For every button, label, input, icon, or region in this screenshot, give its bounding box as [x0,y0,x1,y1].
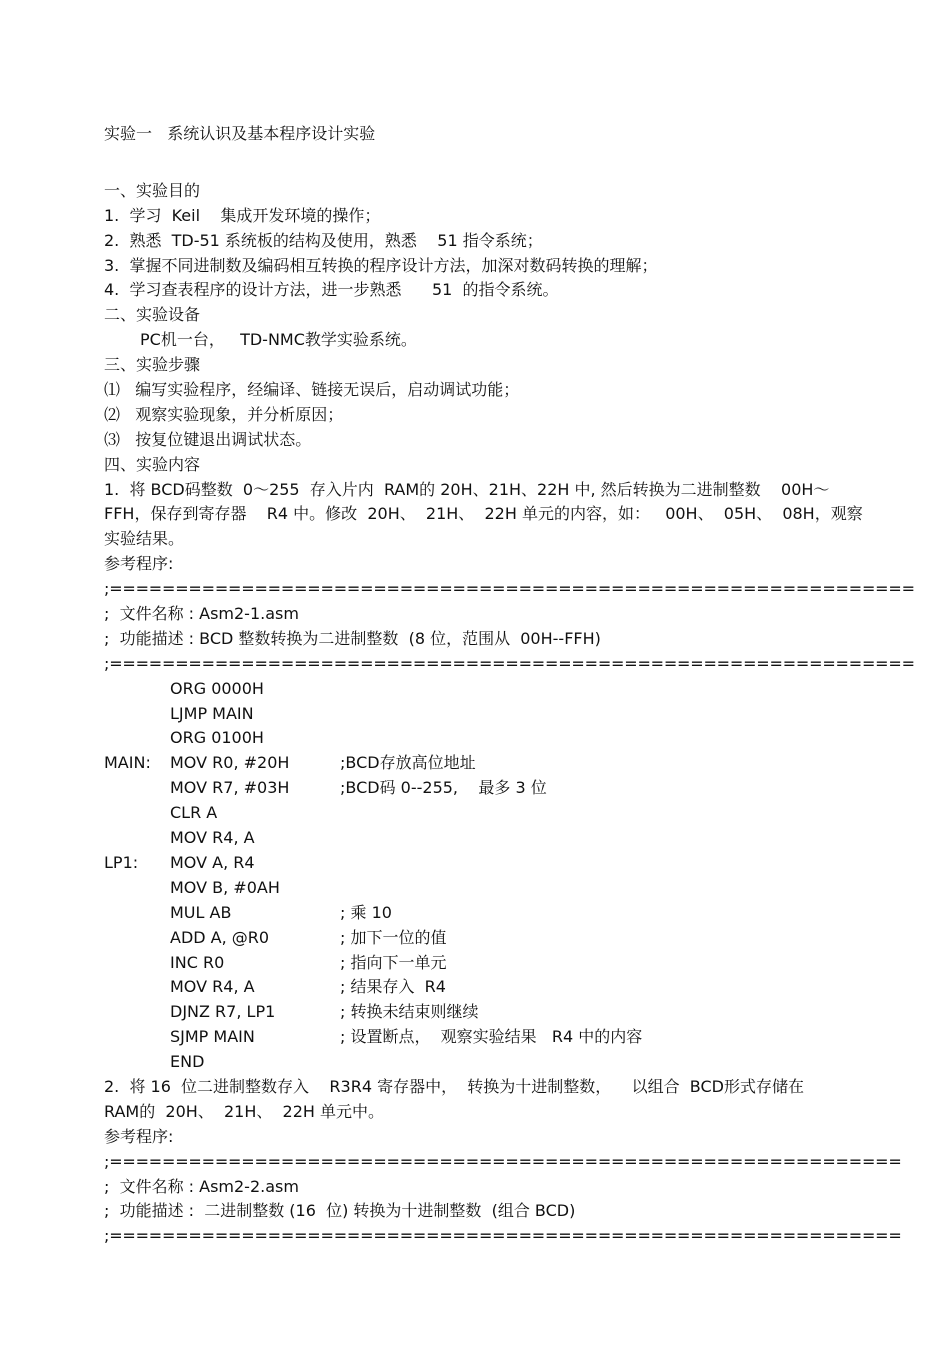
code-label [104,876,170,901]
reference-program-label: 参考程序: [104,1126,174,1146]
code-comment: ; 加下一位的值 [340,927,447,947]
step-item: ⑶ 按复位键退出调试状态。 [104,429,312,449]
code-description: ; 功能描述 : 二进制整数 (16 位) 转换为十进制整数 (组合 BCD) [104,1201,576,1221]
code-line [104,751,864,776]
purpose-item: 4. 学习查表程序的设计方法，进一步熟悉 51 的指令系统。 [104,280,559,300]
code-comment: ; 结果存入 R4 [340,977,446,997]
code-label [104,975,170,1000]
task2-text: RAM的 20H、 21H、 22H 单元中。 [104,1101,384,1121]
code-label: MAIN: [104,753,151,773]
code-separator: ;============================================================= [104,579,915,599]
equipment-text: PC机一台， TD-NMC教学实验系统。 [140,330,417,350]
code-comment: ; 指向下一单元 [340,952,447,972]
code-label [104,1000,170,1025]
code-label [104,951,170,976]
code-instruction: ORG 0000H [170,678,264,698]
code-label [104,677,170,702]
section-heading-content: 四、实验内容 [104,454,201,474]
code-instruction: ORG 0100H [170,728,264,748]
purpose-item: 3. 掌握不同进制数及编码相互转换的程序设计方法，加深对数码转换的理解； [104,255,658,275]
document-body [104,122,915,1249]
code-instruction: MUL AB [170,902,232,922]
code-label [104,826,170,851]
code-description: ; 功能描述 : BCD 整数转换为二进制整数 (8 位，范围从 00H--FFH) [104,628,601,648]
code-line [104,951,864,976]
reference-program-label: 参考程序: [104,554,174,574]
code-label: LP1: [104,852,139,872]
code-comment: ; 设置断点， 观察实验结果 R4 中的内容 [340,1027,643,1047]
code-instruction: MOV R4, A [170,828,255,848]
task2-text: 2. 将 16 位二进制整数存入 R3R4 寄存器中， 转换为十进制整数， 以组合 BCD形式存储在 [104,1076,804,1096]
code-label [104,1025,170,1050]
code-line [104,1025,864,1050]
code-line [104,876,864,901]
code-instruction: MOV B, #0AH [170,877,280,897]
purpose-item: 1. 学习 Keil 集成开发环境的操作； [104,205,381,225]
code-separator: ;============================================================ [104,1226,902,1246]
code-label [104,901,170,926]
code-line [104,1050,864,1075]
code-label [104,776,170,801]
code-line [104,801,864,826]
code-instruction: CLR A [170,803,218,823]
step-item: ⑵ 观察实验现象，并分析原因； [104,404,344,424]
code-line [104,901,864,926]
code-instruction: DJNZ R7, LP1 [170,1002,276,1022]
code-comment: ; 转换未结束则继续 [340,1002,479,1022]
section-heading-equipment: 二、实验设备 [104,305,201,325]
section-heading-steps: 三、实验步骤 [104,355,201,375]
section-heading-purpose: 一、实验目的 [104,180,201,200]
code-instruction: MOV R7, #03H [170,778,290,798]
code-line [104,926,864,951]
code-line [104,826,864,851]
code-label [104,926,170,951]
code-line [104,851,864,876]
task1-text: 1. 将 BCD码整数 0～255 存入片内 RAM的 20H、21H、22H 中, 然后转换为二进制整数 00H～ [104,479,830,499]
code-line [104,677,864,702]
code-instruction: MOV R0, #20H [170,753,290,773]
code-instruction: LJMP MAIN [170,703,254,723]
code-comment: ;BCD码 0--255, 最多 3 位 [340,778,547,798]
code-instruction: MOV A, R4 [170,852,255,872]
code-line [104,776,864,801]
code-label [104,1050,170,1075]
code-line [104,1000,864,1025]
code-line [104,702,864,727]
task1-text: 实验结果。 [104,529,185,549]
code-file-name: ; 文件名称 : Asm2-1.asm [104,604,299,624]
code-comment: ; 乘 10 [340,902,392,922]
step-item: ⑴ 编写实验程序，经编译、链接无误后，启动调试功能； [104,380,520,400]
code-file-name: ; 文件名称 : Asm2-2.asm [104,1176,299,1196]
code-instruction: END [170,1052,205,1072]
code-label [104,726,170,751]
code-label [104,801,170,826]
code-listing [104,677,864,1075]
code-instruction: SJMP MAIN [170,1027,255,1047]
code-separator: ;============================================================= [104,653,915,673]
code-line [104,975,864,1000]
task1-text: FFH，保存到寄存器 R4 中。修改 20H、 21H、 22H 单元的内容，如： 00H、 05H、 08H，观察 [104,504,863,524]
code-instruction: ADD A, @R0 [170,927,270,947]
code-instruction: INC R0 [170,952,225,972]
code-separator: ;============================================================ [104,1151,902,1171]
code-line [104,726,864,751]
code-instruction: MOV R4, A [170,977,255,997]
code-label [104,702,170,727]
code-comment: ;BCD存放高位地址 [340,753,476,773]
purpose-item: 2. 熟悉 TD-51 系统板的结构及使用，熟悉 51 指令系统； [104,230,543,250]
document-title: 实验一 系统认识及基本程序设计实验 [104,124,376,143]
